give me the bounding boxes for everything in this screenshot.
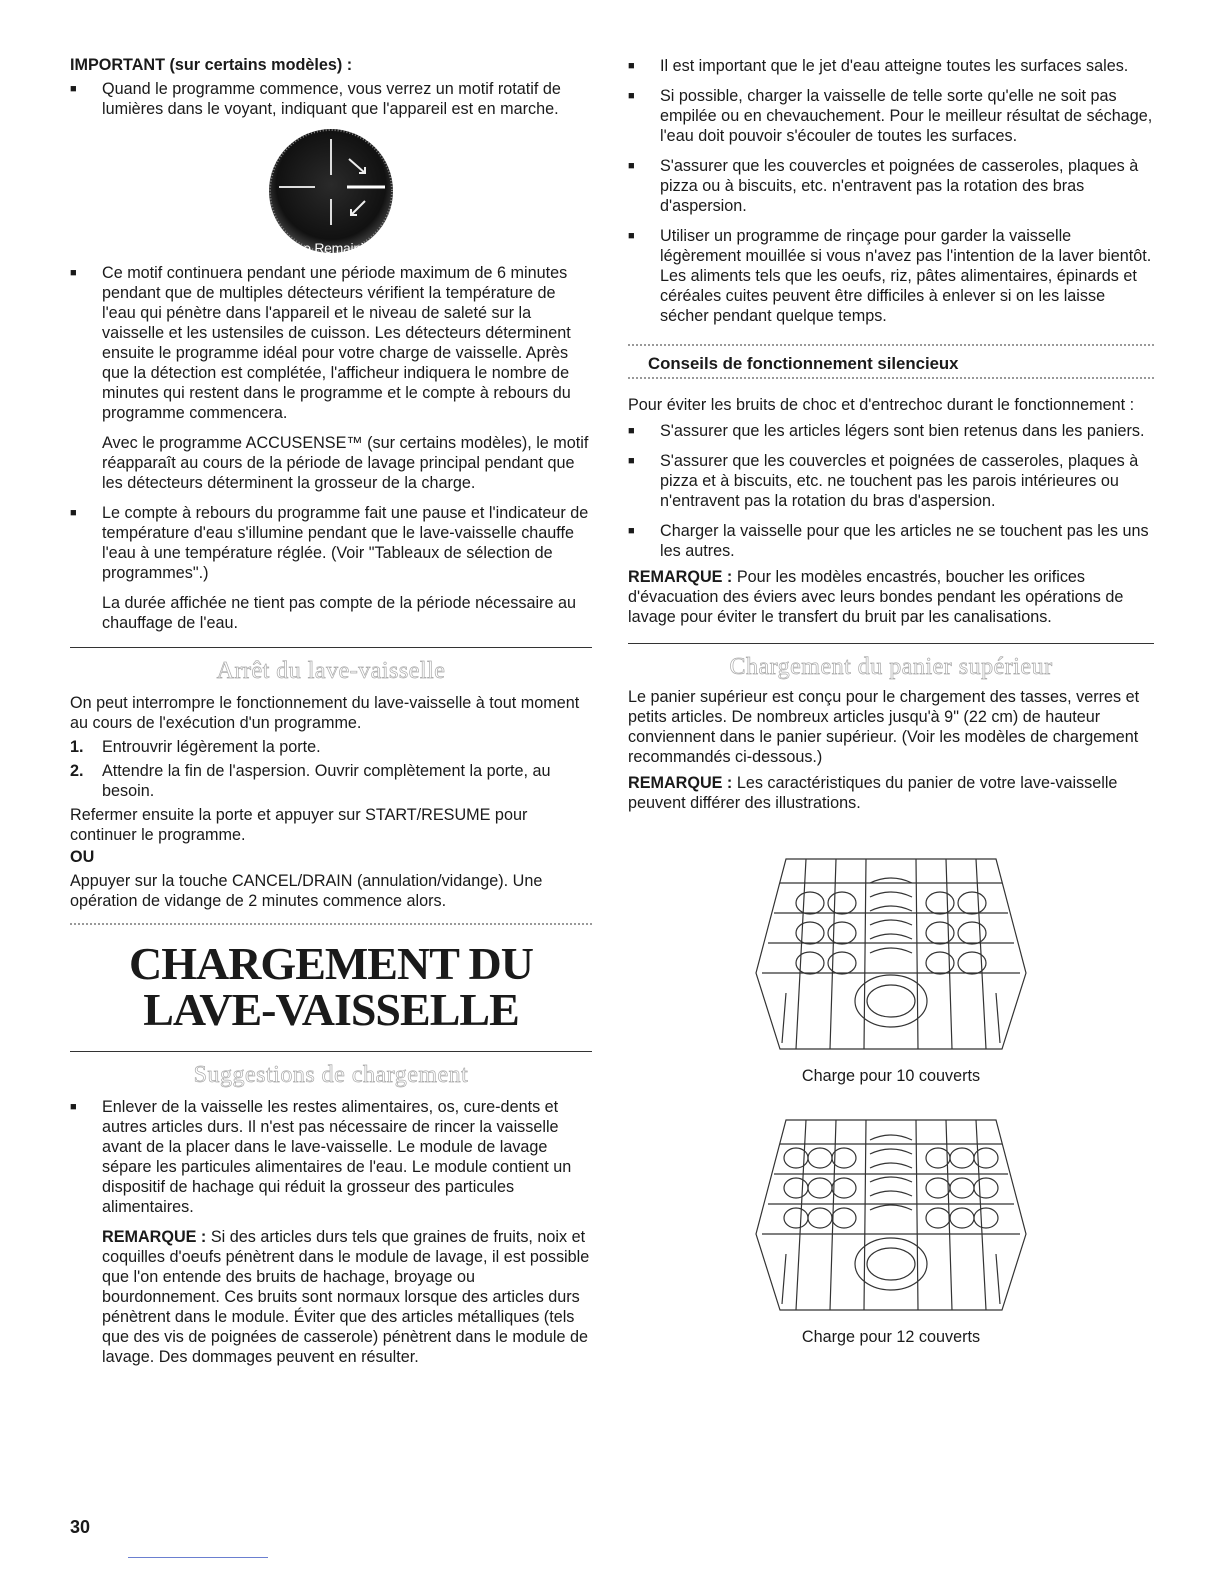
or-label: OU	[70, 848, 95, 866]
dotted-divider	[628, 344, 1154, 346]
section-title-line2: LAVE-VAISSELLE	[143, 984, 519, 1035]
quiet-bullet-spacing: ■ Charger la vaisselle pour que les articles ne se touchent pas les uns les autres.	[628, 521, 1154, 561]
accusense-paragraph: Avec le programme ACCUSENSE™ (sur certains modèles), le motif réapparaît au cours de la période de lavage principal pendant que les détecteurs déterminent la grosseur de la charge.	[102, 434, 589, 492]
dotted-divider	[628, 377, 1154, 379]
step-1-number: 1.	[70, 738, 84, 756]
suggestions-note-text: Si des articles durs tels que graines de fruits, noix et coquilles d'oeufs pénètrent dans le module de lavage, il est possible que l'on entende des bruits de hachage, broyage ou bourdonnement. Ces bruits sont normaux lorsque des articles durs pénètrent dans le module. Éviter que des articles métalliques (tels que des vis de poignées de casserole) pénètrent dans le module de lavage. Des dommages peuvent en résulter.	[102, 1228, 590, 1366]
bullet-no-stacking: ■ Si possible, charger la vaisselle de telle sorte qu'elle ne soit pas empilée ou en chevauchement. Pour le meilleur résultat de séchage, l'eau doit pouvoir s'écouler de toutes les surfaces.	[628, 86, 1154, 146]
indicator-label: Time Remaining	[281, 240, 379, 256]
bullet-remove-food: ■ Enlever de la vaisselle les restes alimentaires, os, cure-dents et autres articles durs. Il n'est pas nécessaire de rincer la vaisselle avant de la placer dans le lave-vaisselle. Le module de lavage sépare les particules alimentaires de l'eau. Le module contient un dispositif de hachage qui réduit la grosseur des particules alimentaires.	[70, 1097, 592, 1217]
quiet-intro: Pour éviter les bruits de choc et d'entrechoc durant le fonctionnement :	[628, 396, 1135, 414]
caption-12-place: Charge pour 12 couverts	[801, 1328, 981, 1346]
right-column	[628, 56, 1154, 1347]
page-number: 30	[70, 1517, 91, 1537]
upper-rack-heading: Chargement du panier supérieur	[729, 654, 1053, 680]
quiet-bullet-lids: ■ S'assurer que les couvercles et poignées de casseroles, plaques à pizza et à biscuits, etc. ne touchent pas les parois intérieures ou n'entravent pas la rotation du bras d'aspersion.	[628, 451, 1154, 511]
step-2-number: 2.	[70, 762, 84, 780]
stop-close: Refermer ensuite la porte et appuyer sur START/RESUME pour continuer le programme.	[70, 806, 528, 844]
dotted-divider	[70, 923, 592, 925]
note-label: REMARQUE :	[628, 568, 733, 586]
bullet-pattern-start: ■ Quand le programme commence, vous verrez un motif rotatif de lumières dans le voyant, indiquant que l'appareil est en marche.	[70, 79, 592, 119]
upper-note-text: Les caractéristiques du panier de votre lave-vaisselle peuvent différer des illustrations.	[628, 774, 1118, 812]
stop-intro: On peut interrompre le fonctionnement du lave-vaisselle à tout moment au cours de l'exécution d'un programme.	[70, 694, 580, 732]
upper-intro: Le panier supérieur est conçu pour le chargement des tasses, verres et petits articles. De nombreux articles jusqu'à 9" (22 cm) de hauteur conviennent dans le panier supérieur. (Voir les modèles de chargement recommandés ci-dessous.)	[628, 688, 1140, 766]
stop-heading: Arrêt du lave-vaisselle	[216, 658, 446, 684]
note-label: REMARQUE :	[628, 774, 733, 792]
quiet-heading: Conseils de fonctionnement silencieux	[648, 354, 959, 373]
quiet-bullet-light-items: ■ S'assurer que les articles légers sont bien retenus dans les paniers.	[628, 421, 1154, 441]
step-2-text: Attendre la fin de l'aspersion. Ouvrir complètement la porte, au besoin.	[102, 762, 551, 800]
quiet-note-text: Pour les modèles encastrés, boucher les orifices d'évacuation des éviers avec leurs bondes pendant les opérations de lavage pour éviter le transfert du bruit par les canalisations.	[628, 568, 1124, 626]
footer-line	[128, 1557, 268, 1558]
rotating-indicator-icon	[261, 129, 401, 253]
heating-paragraph: La durée affichée ne tient pas compte de la période nécessaire au chauffage de l'eau.	[102, 594, 576, 632]
bullet-spray-arms: ■ S'assurer que les couvercles et poignées de casseroles, plaques à pizza ou à biscuits, etc. n'entravent pas la rotation des bras d'aspersion.	[628, 156, 1154, 216]
upper-rack-12-place-illustration	[746, 1114, 1036, 1320]
left-column	[70, 56, 592, 1377]
upper-note	[628, 773, 1154, 813]
suggestions-note	[70, 1227, 592, 1367]
caption-10-place: Charge pour 10 couverts	[801, 1067, 981, 1085]
suggestions-heading: Suggestions de chargement	[193, 1062, 469, 1088]
divider	[70, 647, 592, 648]
bullet-pattern-duration: ■ Ce motif continuera pendant une période maximum de 6 minutes pendant que de multiples détecteurs vérifient la température de l'eau qui pénètre dans l'appareil et le niveau de saleté sur la vaisselle et les ustensiles de cuisson. Les détecteurs déterminent ensuite le programme idéal pour votre charge de vaisselle. Après que la détection est complétée, l'afficheur indiquera le nombre de minutes qui restent dans le programme et le compte à rebours du programme commencera.	[70, 263, 592, 423]
divider	[70, 1051, 592, 1052]
step-1	[70, 737, 592, 757]
quiet-note	[628, 567, 1154, 627]
important-heading: IMPORTANT (sur certains modèles) :	[70, 56, 353, 74]
bullet-countdown-pause: ■ Le compte à rebours du programme fait une pause et l'indicateur de température d'eau s'illumine pendant que le lave-vaisselle chauffe l'eau à une température réglée. (Voir "Tableaux de sélection de programmes".)	[70, 503, 592, 583]
step-1-text: Entrouvrir légèrement la porte.	[102, 738, 321, 756]
note-label: REMARQUE :	[102, 1228, 207, 1246]
bullet-rinse: ■ Utiliser un programme de rinçage pour garder la vaisselle légèrement mouillée si vous n'avez pas l'intention de la laver bientôt. Les aliments tels que les oeufs, riz, pâtes alimentaires, épinards et céréales cuites peuvent être difficiles à enlever si on les laisse sécher pendant quelque temps.	[628, 226, 1154, 326]
divider	[628, 643, 1154, 644]
bullet-water-jet: ■ Il est important que le jet d'eau atteigne toutes les surfaces sales.	[628, 56, 1154, 76]
section-title-line1: CHARGEMENT DU	[128, 938, 533, 989]
upper-rack-10-place-illustration	[746, 853, 1036, 1059]
cancel-text: Appuyer sur la touche CANCEL/DRAIN (annulation/vidange). Une opération de vidange de 2 minutes commence alors.	[70, 872, 543, 910]
step-2	[70, 761, 592, 801]
